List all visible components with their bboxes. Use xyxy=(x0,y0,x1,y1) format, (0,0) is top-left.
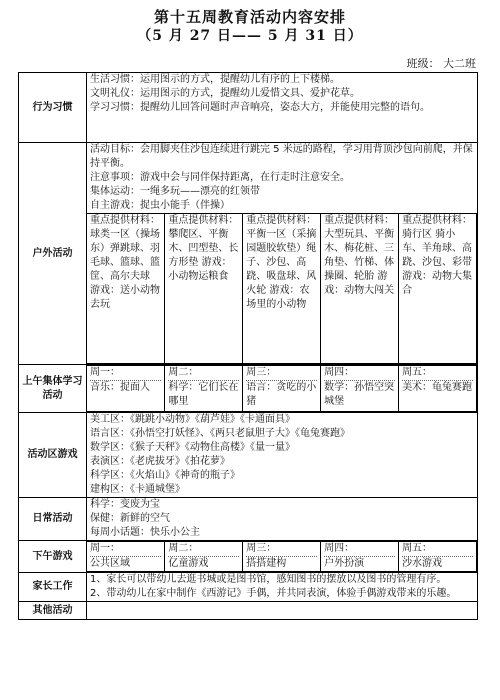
afternoon-activity: 户外扮演 xyxy=(324,558,365,569)
afternoon-day-cell xyxy=(165,542,243,572)
outdoor-content xyxy=(87,143,478,365)
page-title: 第十五周教育活动内容安排 xyxy=(153,8,346,26)
area-line: 语言区：《孙悟空打妖怪》、《两只老鼠胆子大》《龟兔赛跑》 xyxy=(90,428,350,439)
outdoor-group: 集体运动：一绳多玩——漂亮的红领带 xyxy=(90,186,260,197)
afternoon-days-table xyxy=(87,541,477,572)
outdoor-day-cell: 重点提供材料：平衡一区（采摘园题胶软垫）绳子、沙包、高跷、吸盘球、风火轮 游戏：农场里的小动物 xyxy=(243,214,321,364)
outdoor-goal: 活动目标：会用脚夹住沙包连续进行跳完 5 米远的路程，学习用背顶沙包向前爬，并保持平衡。 xyxy=(90,144,473,169)
afternoon-activity: 公共区域 xyxy=(90,558,130,569)
date-range: （5 月 27 日—— 5 月 31 日） xyxy=(137,28,363,44)
other-row xyxy=(19,602,478,620)
morning-activity: 科学：它们长在哪里 xyxy=(168,382,239,407)
daily-line: 保健：新鲜的空气 xyxy=(90,513,170,524)
outdoor-day-cell: 重点提供材料：骑行区 骑小车、羊角球、高跷、沙包、彩带 游戏：动物大集合 xyxy=(399,214,477,364)
afternoon-activity: 沙水游戏 xyxy=(402,558,443,569)
behavior-line: 学习习惯：提醒幼儿回答问题时声音响亮，姿态大方，并能使用完整的语句。 xyxy=(90,102,430,113)
parents-line: 2、带动幼儿在家中制作《西游记》手偶，并共同表演，体验手偶游戏带来的乐趣。 xyxy=(90,588,457,599)
class-label: 班级： 大二班 xyxy=(406,57,476,70)
afternoon-day-cell xyxy=(321,542,399,572)
areas-label: 活动区游戏 xyxy=(19,413,87,498)
parents-line: 1、家长可以带幼儿去逛书城或是图书馆，感知图书的摆放以及图书的管理有序。 xyxy=(90,574,447,585)
afternoon-content xyxy=(87,541,478,573)
afternoon-activity: 搭搭建构 xyxy=(246,558,287,569)
morning-activity: 语言：贪吃的小猪 xyxy=(246,382,317,407)
morning-activity: 音乐：捉面人 xyxy=(90,382,150,393)
morning-days-table xyxy=(87,365,477,412)
afternoon-activity: 亿童游戏 xyxy=(168,558,209,569)
day-label: 周四： xyxy=(324,366,395,381)
outdoor-day-cell: 重点提供材料：攀爬区、平衡木、凹型垫、长方形垫 游戏：小动物运粮食 xyxy=(165,214,243,364)
behavior-row xyxy=(19,73,478,143)
area-line: 美工区：《跳跳小动物》《葫芦娃》《卡通面具》 xyxy=(90,414,295,425)
morning-day-cell xyxy=(321,366,399,412)
day-label: 周一： xyxy=(90,366,161,381)
parents-label: 家长工作 xyxy=(19,573,87,602)
afternoon-day-cell xyxy=(87,542,165,572)
day-label: 周三： xyxy=(246,366,317,381)
outdoor-days-table xyxy=(87,213,477,364)
behavior-content xyxy=(87,73,478,143)
outdoor-free: 自主游戏：捉虫小能手（伴操） xyxy=(90,200,230,211)
afternoon-row xyxy=(19,541,478,573)
other-label: 其他活动 xyxy=(19,602,87,620)
daily-line: 每周小话题：快乐小公主 xyxy=(90,527,200,538)
outdoor-day-cell: 重点提供材料：大型玩具、平衡木、梅花桩、三角垫、竹梯、体操圈、轮胎 游戏：动物大闯关 xyxy=(321,214,399,364)
morning-day-cell xyxy=(243,366,321,412)
morning-activity: 美术：龟兔赛跑 xyxy=(402,382,473,393)
area-line: 科学区：《火焰山》《神奇的瓶子》 xyxy=(90,470,240,481)
day-label: 周四： xyxy=(324,542,395,557)
areas-row xyxy=(19,413,478,498)
morning-day-cell xyxy=(165,366,243,412)
area-line: 建构区：《卡通城堡》 xyxy=(90,484,185,495)
other-content xyxy=(87,602,478,620)
area-line: 表演区：《老虎拔牙》《拍花萝》 xyxy=(90,456,230,467)
day-label: 周三： xyxy=(246,542,317,557)
behavior-line: 生活习惯：运用图示的方式，提醒幼儿有序的上下楼梯。 xyxy=(90,74,340,85)
outdoor-row xyxy=(19,143,478,365)
daily-row xyxy=(19,498,478,541)
morning-activity: 数学：孙悟空突城堡 xyxy=(324,382,395,407)
behavior-line: 文明礼仪：运用图示的方式，提醒幼儿爱惜文具、爱护花草。 xyxy=(90,88,360,99)
parents-row xyxy=(19,573,478,602)
afternoon-day-cell xyxy=(243,542,321,572)
day-label: 周二： xyxy=(168,366,239,381)
day-label: 周二： xyxy=(168,542,239,557)
schedule-table xyxy=(18,72,478,620)
morning-content xyxy=(87,365,478,413)
daily-label: 日常活动 xyxy=(19,498,87,541)
parents-content xyxy=(87,573,478,602)
day-label: 周五： xyxy=(402,366,473,381)
behavior-label: 行为习惯 xyxy=(19,73,87,143)
day-label: 周一： xyxy=(90,542,161,557)
day-label: 周五： xyxy=(402,542,473,557)
afternoon-day-cell xyxy=(399,542,477,572)
area-line: 数学区：《猴子天秤》《动物住高楼》《量一量》 xyxy=(90,442,295,453)
daily-content xyxy=(87,498,478,541)
morning-day-cell xyxy=(87,366,165,412)
daily-line: 科学：变废为宝 xyxy=(90,499,160,510)
outdoor-label: 户外活动 xyxy=(19,143,87,365)
afternoon-label: 下午游戏 xyxy=(19,541,87,573)
outdoor-notice: 注意事项：游戏中会与同伴保持距离，在行走时注意安全。 xyxy=(90,172,350,183)
outdoor-day-cell: 重点提供材料：球类一区（操场东）弹跳球、羽毛球、篮球、篮筐、高尔夫球 游戏：送小动物去玩 xyxy=(87,214,165,364)
morning-label: 上午集体学习活动 xyxy=(19,365,87,413)
areas-content xyxy=(87,413,478,498)
morning-row xyxy=(19,365,478,413)
morning-day-cell xyxy=(399,366,477,412)
